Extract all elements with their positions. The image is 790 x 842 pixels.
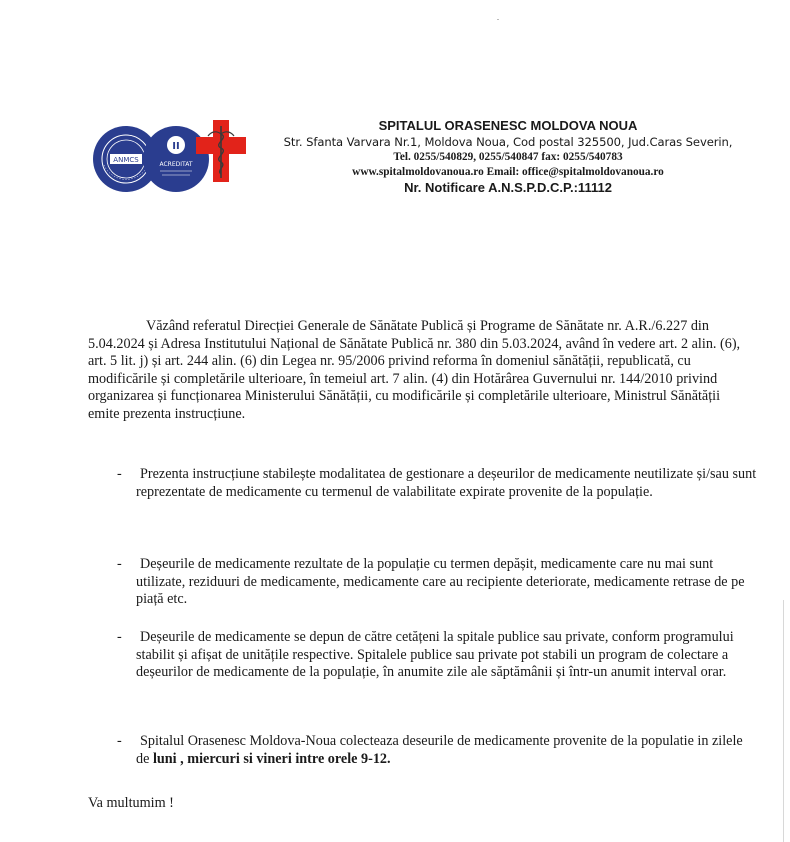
scan-edge-line	[783, 600, 784, 842]
hospital-name: SPITALUL ORASENESC MOLDOVA NOUA	[378, 118, 638, 133]
bullet-dash: -	[117, 466, 122, 482]
accreditation-level: II	[172, 141, 180, 152]
list-item-text: Deșeurile de medicamente rezultate de la populație cu termen depășit, medicamente care nu mai sunt utilizate, reziduuri de medicamente, medicamente care au recipiente deteriorate, medicamente retrase de pe piață etc.	[136, 556, 745, 608]
hospital-web-email: www.spitalmoldovanoua.ro Email: office@spitalmoldovanoua.ro	[352, 165, 664, 178]
notification-number: Nr. Notificare A.N.S.P.D.C.P.:11112	[404, 180, 612, 195]
bullet-dash: -	[117, 556, 122, 572]
collection-info-text: Spitalul Orasenesc Moldova-Noua colecteaza deseurile de medicamente provenite de la populatie in zilele de	[136, 733, 743, 767]
list-item	[117, 629, 757, 682]
list-item	[117, 733, 757, 768]
bullet-dash: -	[117, 733, 122, 749]
hospital-address: Str. Sfanta Varvara Nr.1, Moldova Noua, Cod postal 325500, Jud.Caras Severin,	[283, 135, 733, 149]
bullet-dash: -	[117, 629, 122, 645]
accreditation-label: ACREDITAT	[159, 161, 193, 168]
anmcs-seal-label: ANMCS	[113, 156, 139, 164]
scan-speck	[497, 19, 499, 20]
closing-remark: Va multumim !	[88, 795, 174, 811]
intro-paragraph: Văzând referatul Direcției Generale de Sănătate Publică și Programe de Sănătate nr. A.R./6.227 din 5.04.2024 și Adresa Institutului Național de Sănătate Publică nr. 380 din 5.03.2024, având în vedere art. 2 alin. (6), art. 5 lit. j) și art. 244 alin. (6) din Legea nr. 95/2006 privind reforma în domeniul sănătății, republicată, cu modificările și completările ulterioare, în temeiul art. 7 alin. (4) din Hotărârea Guvernului nr. 144/2010 privind organizarea și funcționarea Ministerului Sănătății, cu modificările și completările ulterioare, Ministrul Sănătății emite prezenta instrucțiune.	[88, 318, 741, 422]
list-item	[117, 556, 757, 609]
list-item	[117, 466, 757, 501]
list-item-text: Deșeurile de medicamente se depun de către cetățeni la spitale publice sau private, conform programului stabilit și afișat de unitățile respective. Spitalele publice sau private pot stabili un program de colectare a deșeurilor de medicamente de la populație, în anumite zile ale săptămânii și într-un anumit interval orar.	[136, 629, 734, 681]
hospital-phone-fax: Tel. 0255/540829, 0255/540847 fax: 0255/540783	[393, 151, 623, 163]
list-item-text: Prezenta instrucțiune stabilește modalitatea de gestionare a deșeurilor de medicamente neutilizate și/sau sunt reprezentate de medicamente cu termenul de valabilitate expirate provenite de la populație.	[136, 466, 757, 500]
red-cross-caduceus-icon	[196, 120, 246, 182]
list-item-text	[117, 733, 757, 768]
header-logos	[92, 120, 272, 200]
collection-schedule: luni , miercuri si vineri intre orele 9-12.	[152, 750, 391, 767]
letterhead	[268, 116, 748, 196]
